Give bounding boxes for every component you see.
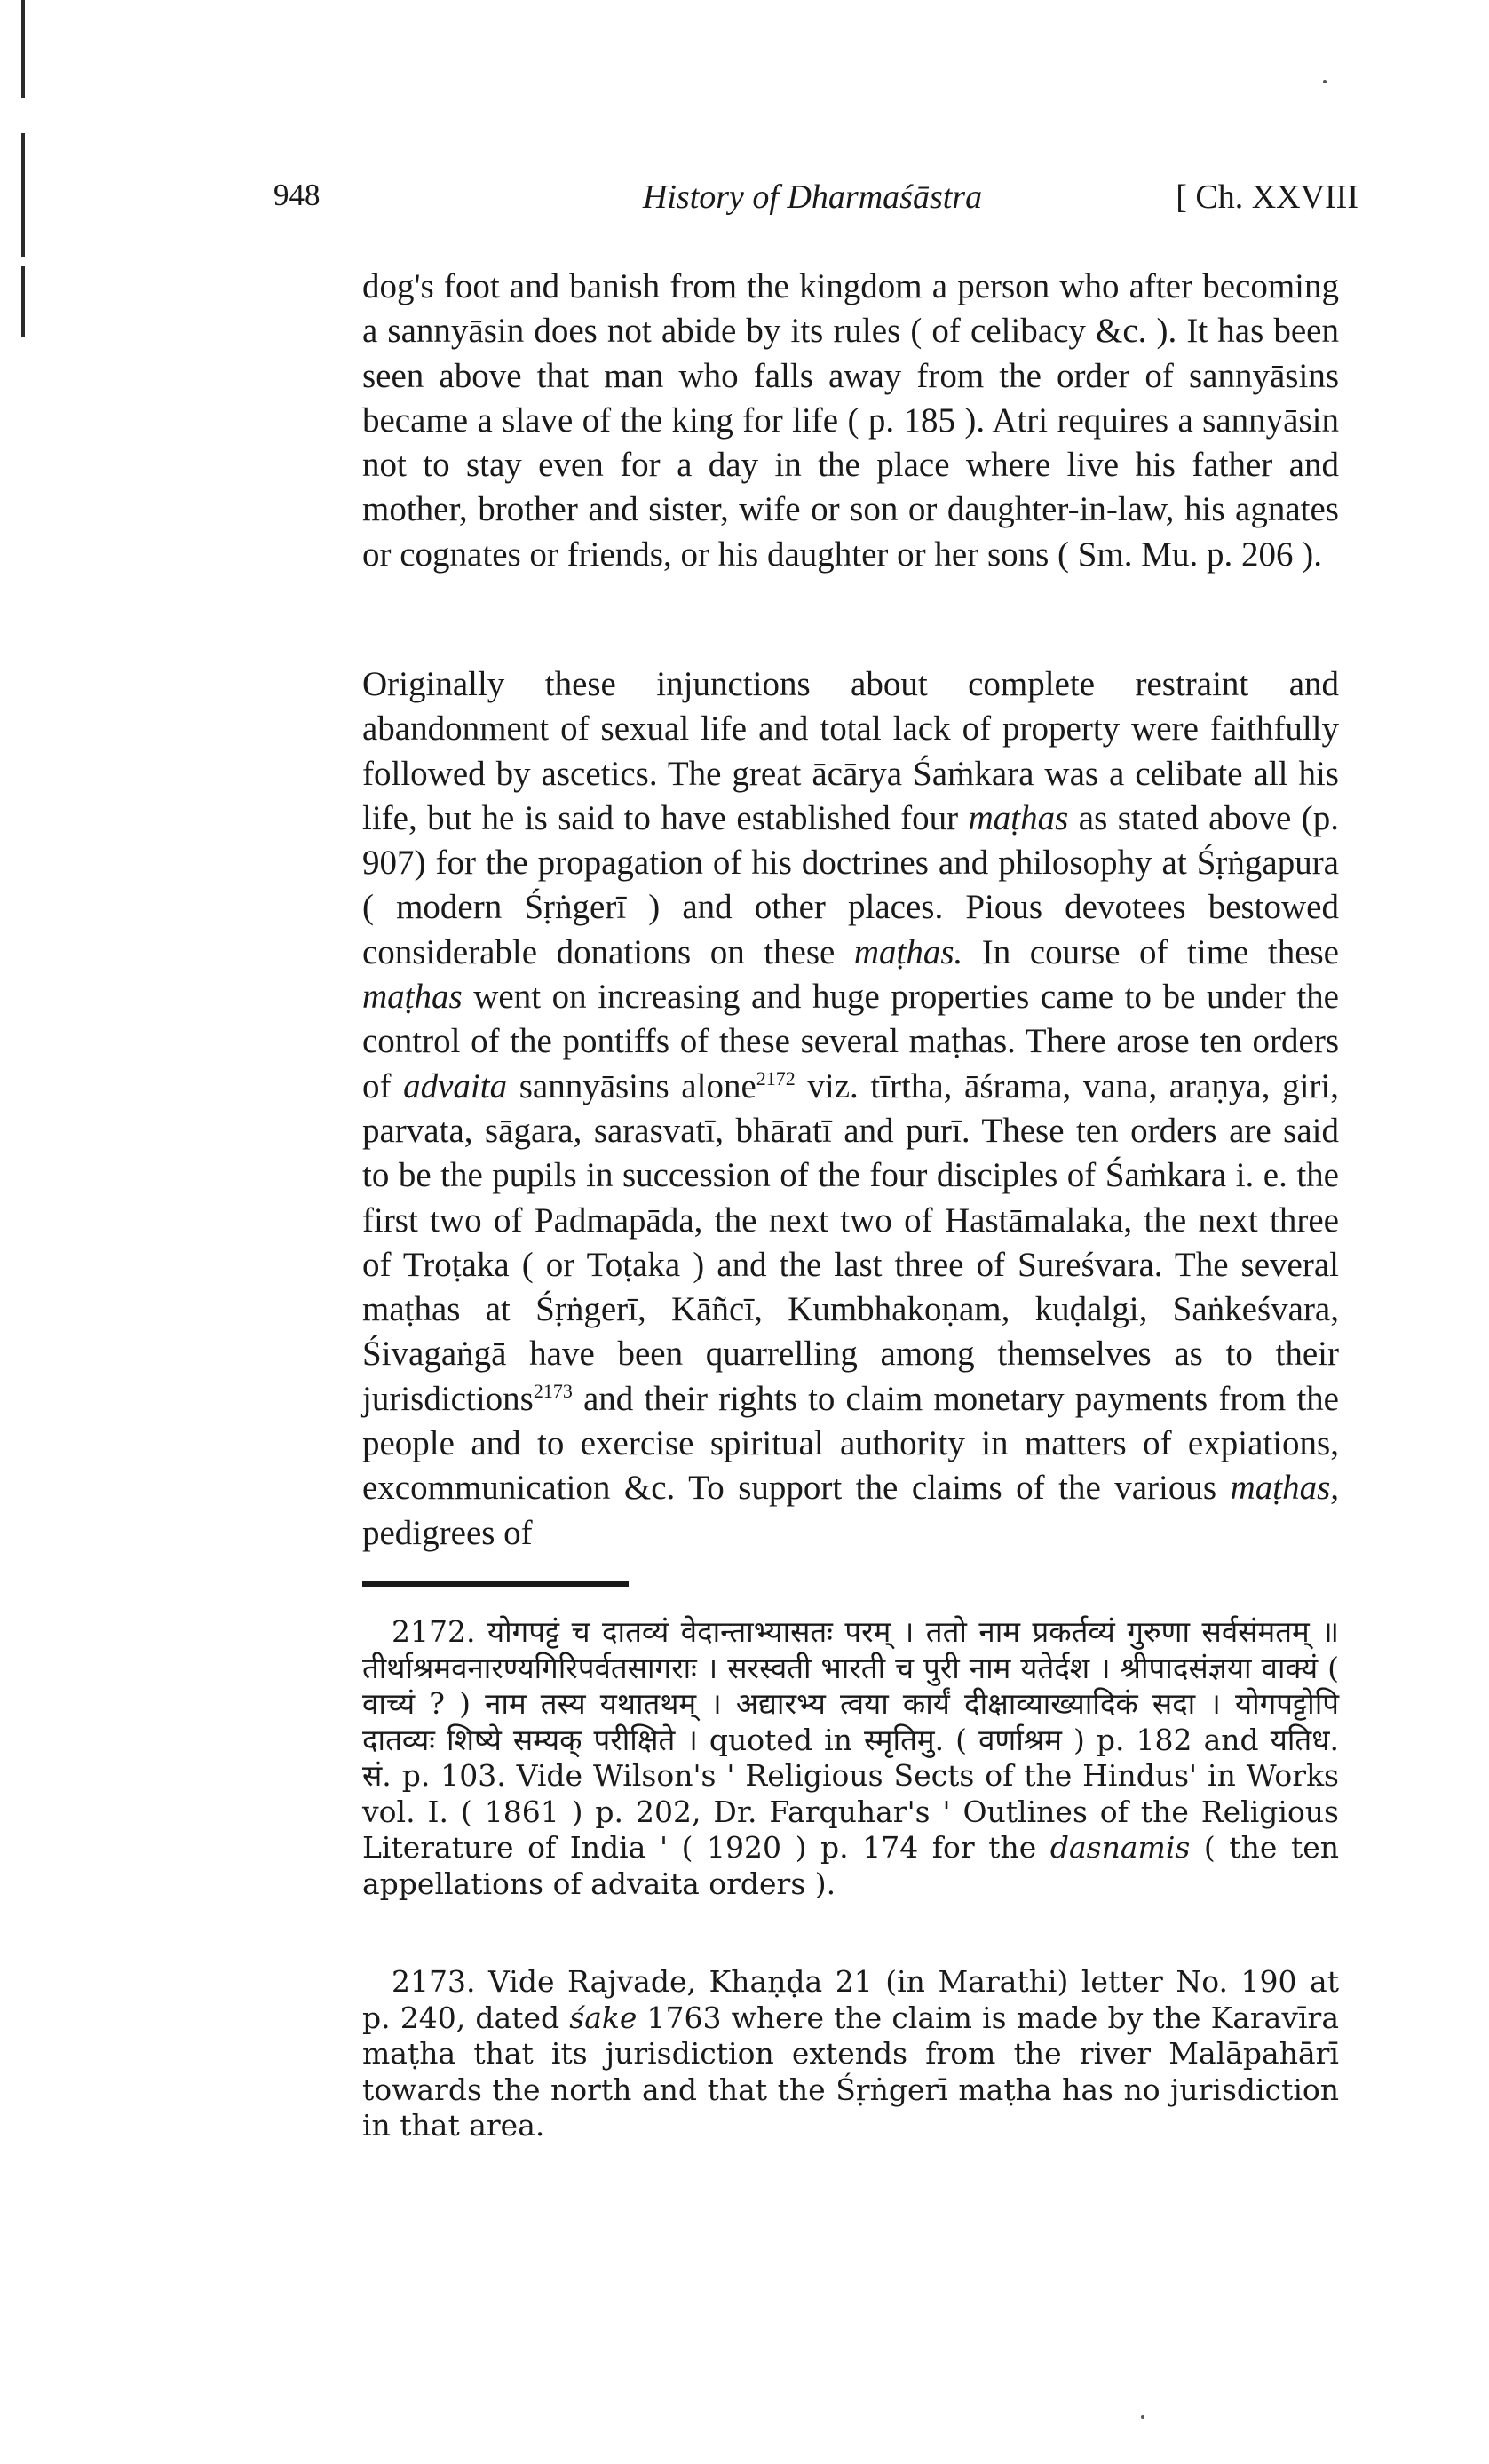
paragraph-2: [362, 662, 1339, 1556]
footnote-2172: [362, 1614, 1339, 1902]
footnote-ref-2172[interactable]: 2172: [756, 1066, 796, 1089]
text-run: and their rights to claim monetary payments from the people and to exercise spiritual authority in matters of expiations, excommunication &c. To support the claims of the various: [362, 1379, 1339, 1508]
scan-margin-line: [21, 133, 25, 257]
scan-margin-line: [21, 266, 25, 337]
scan-speck: [1141, 2415, 1144, 2419]
text-run: as stated above (p. 907) for the propagation of his doctrines and philosophy at Śṛṅgapura ( modern Śṛṅgerī ) and other places. Pious devotees bestowed considerable donations on these: [362, 798, 1339, 971]
text-run: sannyāsins alone: [507, 1066, 756, 1105]
text-run: योगपट्टं च दातव्यं वेदान्ताभ्यासतः परम् । ततो नाम प्रकर्तव्यं गुरुणा सर्वसंमतम् ॥ तीर्थाश्रमवनारण्यगिरिपर्वतसागराः । सरस्वती भारती च पुरी नाम यतेर्दश । श्रीपादसंज्ञया वाक्यं ( वाच्यं ? ) नाम तस्य यथातथम् । अद्यारभ्य त्वया कार्यं दीक्षाव्याख्यादिकं सदा । योगपट्टोपि दातव्यः शिष्ये सम्यक् परीक्षिते । quoted in स्मृतिमु. ( वर्णाश्रम ) p. 182 and यतिध. सं. p. 103. Vide Wilson's ' Religious Sects of the Hindus' in Works vol. I. ( 1861 ) p. 202, Dr. Farquhar's ' Outlines of the Religious Literature of India ' ( 1920 ) p. 174 for the: [362, 1614, 1339, 1865]
italic-term: advaita: [403, 1066, 508, 1105]
running-title: History of Dharmaśāstra: [642, 178, 983, 216]
italic-term: maṭhas: [968, 798, 1069, 837]
footnote-number: 2172.: [392, 1614, 476, 1649]
italic-term: maṭhas: [362, 978, 463, 1017]
paragraph-1: dog's foot and banish from the kingdom a person who after becoming a sannyāsin does not abide by its rules ( of celibacy &c. ). It has been seen above that man who falls away from the order of sannyāsins became a slave of the king for life ( p. 185 ). Atri requires a sannyāsin not to stay even for a day in the place where live his father and mother, brother and sister, wife or son or daughter-in-law, his agnates or cognates or friends, or his daughter or her sons ( Sm. Mu. p. 206 ).: [362, 267, 1339, 574]
italic-term: dasnamis: [1049, 1830, 1191, 1865]
text-run: Originally these injunctions about complete restraint and abandonment of sexual life and total lack of property were faithfully followed by ascetics. The great ācārya Śaṁkara was a celibate all his life, but he is said to have established four: [362, 665, 1339, 837]
text-run: went on increasing and huge properties came to be under the control of the pontiffs of these several maṭhas. There arose ten orders of: [362, 978, 1339, 1105]
scan-margin-line: [21, 0, 25, 98]
footnote-divider: [362, 1581, 629, 1587]
italic-term: maṭhas.: [853, 932, 963, 971]
italic-term: śake: [569, 2000, 638, 2035]
chapter-reference: [ Ch. XXVIII: [1176, 178, 1358, 216]
text-run: In course of time these: [962, 932, 1339, 971]
footnote-2173: [362, 1964, 1339, 2144]
text-run: ( the ten appellations of advaita orders ).: [362, 1830, 1339, 1901]
text-run: Vide Rajvade, Khaṇḍa 21 (in Marathi) letter No. 190 at p. 240, dated: [362, 1964, 1339, 2035]
text-run: viz. tīrtha, āśrama, vana, araṇya, giri, parvata, sāgara, sarasvatī, bhāratī and purī. These ten orders are said to be the pupils in succession of the four disciples of Śaṁkara i. e. the first two of Padmapāda, the next two of Hastāmalaka, the next three of Troṭaka ( or Toṭaka ) and the last three of Sureśvara. The several maṭhas at Śṛṅgerī, Kāñcī, Kumbhakoṇam, kuḍalgi, Saṅkeśvara, Śivagaṅgā have been quarrelling among themselves as to their jurisdictions: [362, 1066, 1339, 1418]
footnote-number: 2173.: [392, 1964, 476, 1999]
page-header: [266, 178, 1358, 231]
scan-speck: [1323, 80, 1327, 83]
text-run: pedigrees of: [362, 1513, 533, 1552]
text-run: 1763 where the claim is made by the Karavīra maṭha that its jurisdiction extends from the river Malāpahārī towards the north and that the Śṛṅgerī maṭha has no jurisdiction in that area.: [362, 2000, 1340, 2143]
footnote-ref-2173[interactable]: 2173: [533, 1379, 573, 1402]
page-number: 948: [273, 178, 321, 212]
italic-term: maṭhas,: [1230, 1469, 1339, 1508]
